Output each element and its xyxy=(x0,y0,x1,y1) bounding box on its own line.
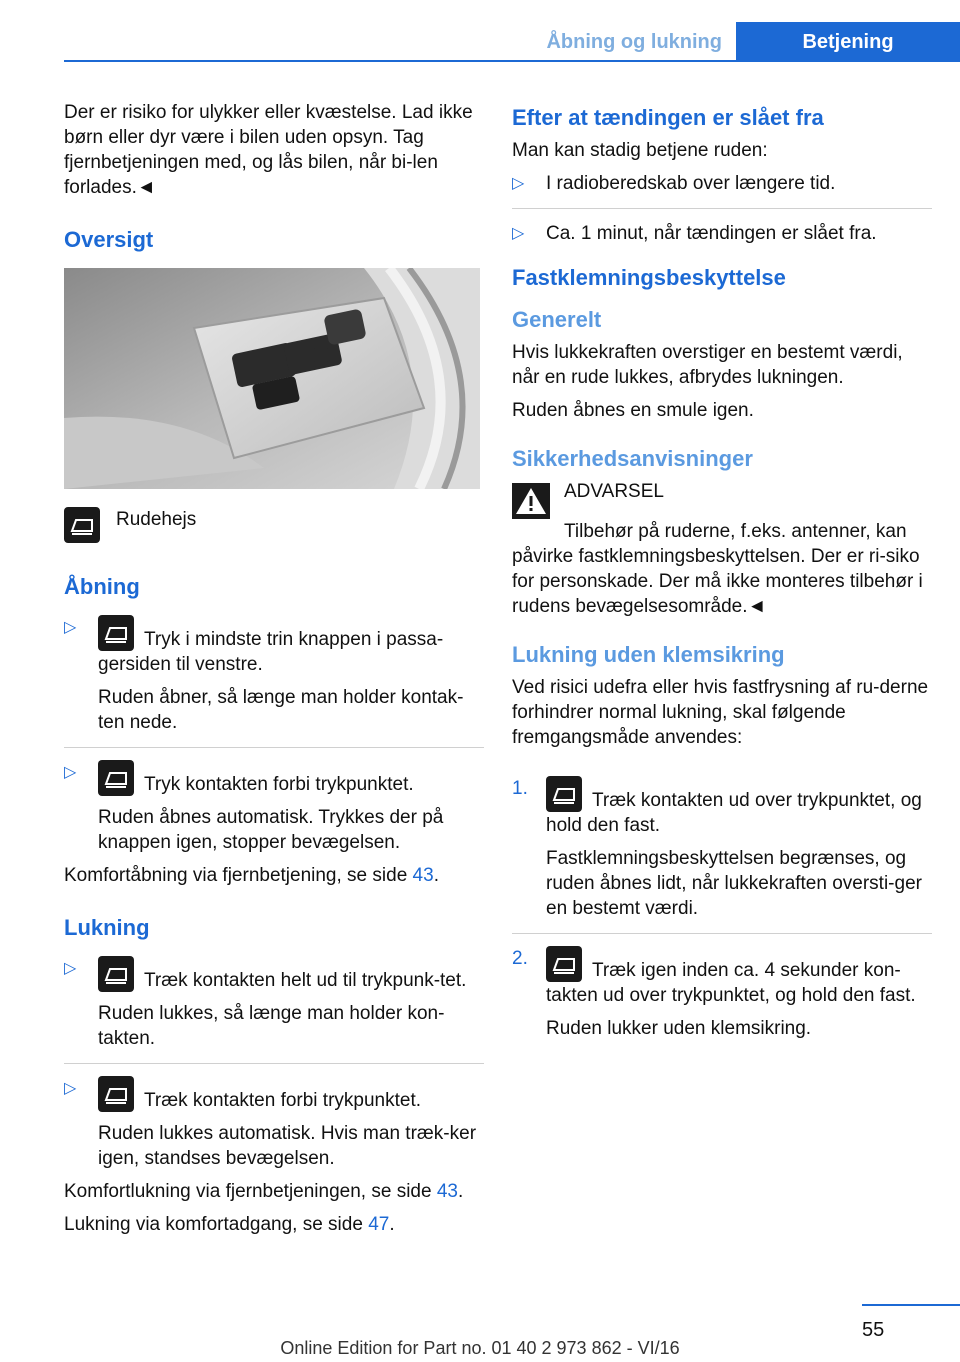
triangle-bullet-icon: ▷ xyxy=(512,175,525,192)
left-column xyxy=(64,100,484,1245)
uden-steps xyxy=(512,776,932,1041)
rudehejs-label: Rudehejs xyxy=(116,509,197,530)
step-text: Træk kontakten helt ud til trykpunk-tet. xyxy=(144,970,467,991)
generelt-paragraph-1: Hvis lukkekraften overstiger en bestemt værdi, når en rude lukkes, afbrydes lukningen. xyxy=(512,342,903,388)
komfortadgang-ref: Lukning via komfortadgang, se side 47. xyxy=(64,1214,395,1235)
section-breadcrumb: Åbning og lukning xyxy=(546,31,722,53)
step-text: Træk igen inden ca. 4 sekunder kon-takten ud over trykpunktet, og hold den fast. xyxy=(546,960,916,1006)
heading-oversigt: Oversigt xyxy=(64,227,154,252)
step-text: Træk kontakten forbi trykpunktet. xyxy=(144,1090,422,1111)
door-switch-photo xyxy=(64,268,480,489)
list-item xyxy=(64,615,484,748)
edition-footer: Online Edition for Part no. 01 40 2 973 862 - VI/16 xyxy=(280,1338,680,1358)
triangle-bullet-icon: ▷ xyxy=(64,764,77,781)
ref-text: Komfortåbning via fjernbetjening, se side xyxy=(64,865,413,886)
window-switch-icon xyxy=(64,507,100,543)
step-number: 2. xyxy=(512,948,528,969)
tending-intro: Man kan stadig betjene ruden: xyxy=(512,140,768,161)
warning-triangle-icon xyxy=(512,483,550,519)
triangle-bullet-icon: ▷ xyxy=(512,225,525,242)
list-item-text: I radioberedskab over længere tid. xyxy=(546,173,836,194)
header-rule xyxy=(64,60,960,62)
page-link-43[interactable]: 43 xyxy=(436,1181,458,1202)
window-switch-icon xyxy=(546,946,582,982)
aabning-list xyxy=(64,615,484,855)
window-switch-icon xyxy=(98,615,134,651)
step-subtext: Ruden lukker uden klemsikring. xyxy=(546,1018,812,1039)
rudehejs-legend xyxy=(64,507,484,543)
step-text: Tryk kontakten forbi trykpunktet. xyxy=(144,774,414,795)
tending-list xyxy=(512,171,932,246)
window-switch-icon xyxy=(98,1076,134,1112)
step-subtext: Fastklemningsbeskyttelsen begrænses, og ruden åbnes lidt, når lukkekraften oversti-ger en bestemt værdi. xyxy=(546,848,922,919)
warning-block xyxy=(512,479,932,519)
step-subtext: Ruden lukkes automatisk. Hvis man træk-ker igen, standses bevægelsen. xyxy=(98,1123,477,1169)
komfort-aabning-ref: Komfortåbning via fjernbetjening, se side 43. xyxy=(64,865,439,886)
lukning-list xyxy=(64,956,484,1171)
page-header xyxy=(64,22,960,62)
heading-generelt: Generelt xyxy=(512,307,602,332)
list-item xyxy=(512,946,932,1041)
step-subtext: Ruden lukkes, så længe man holder kon-takten. xyxy=(98,1003,445,1049)
chapter-tab[interactable]: Betjening xyxy=(736,22,960,62)
step-subtext: Ruden åbnes automatisk. Trykkes der på knappen igen, stopper bevægelsen. xyxy=(98,807,444,853)
heading-aabning: Åbning xyxy=(64,574,140,599)
heading-fastklemning: Fastklemningsbeskyttelse xyxy=(512,265,786,290)
komfort-lukning-ref: Komfortlukning via fjernbetjeningen, se side 43. xyxy=(64,1181,464,1202)
heading-lukning: Lukning xyxy=(64,915,150,940)
heading-sikkerhed: Sikkerhedsanvisninger xyxy=(512,446,753,471)
triangle-bullet-icon: ▷ xyxy=(64,619,77,636)
warning-text: Tilbehør på ruderne, f.eks. antenner, kan påvirke fastklemningsbeskyttelsen. Der er ri-siko for personskade. Der må ikke monteres tilbehør i rudens bevægelsesområde.◄ xyxy=(512,521,923,617)
heading-uden-klemsikring: Lukning uden klemsikring xyxy=(512,642,785,667)
uden-intro: Ved risici udefra eller hvis fastfrysning af ru-derne forhindrer normal lukning, skal følgende fremgangsmåde anvendes: xyxy=(512,677,929,748)
right-column xyxy=(512,100,932,1053)
step-subtext: Ruden åbner, så længe man holder kontak-ten nede. xyxy=(98,687,464,733)
warning-heading: ADVARSEL xyxy=(564,481,664,502)
list-item-text: Ca. 1 minut, når tændingen er slået fra. xyxy=(546,223,877,244)
list-item xyxy=(64,1076,484,1171)
list-item xyxy=(512,221,932,246)
footer-rule xyxy=(862,1304,960,1306)
step-number: 1. xyxy=(512,778,528,799)
ref-text: Komfortlukning via fjernbetjeningen, se side xyxy=(64,1181,437,1202)
ref-text: Lukning via komfortadgang, se side xyxy=(64,1214,369,1235)
list-item xyxy=(64,956,484,1064)
page-link-47[interactable]: 47 xyxy=(368,1214,390,1235)
window-switch-icon xyxy=(546,776,582,812)
list-item xyxy=(512,171,932,209)
page-link-43[interactable]: 43 xyxy=(412,865,434,886)
triangle-bullet-icon: ▷ xyxy=(64,960,77,977)
window-switch-icon xyxy=(98,956,134,992)
list-item xyxy=(64,760,484,855)
intro-warning-text: Der er risiko for ulykker eller kvæstelse. Lad ikke børn eller dyr være i bilen uden opsyn. Tag fjernbetjeningen med, og lås bilen, når bi-len forlades.◄ xyxy=(64,102,473,198)
list-item xyxy=(512,776,932,934)
generelt-paragraph-2: Ruden åbnes en smule igen. xyxy=(512,400,754,421)
step-text: Træk kontakten ud over trykpunktet, og hold den fast. xyxy=(546,790,922,836)
heading-tending: Efter at tændingen er slået fra xyxy=(512,105,824,130)
window-switch-icon xyxy=(98,760,134,796)
step-text: Tryk i mindste trin knappen i passa-gersiden til venstre. xyxy=(98,629,444,675)
triangle-bullet-icon: ▷ xyxy=(64,1080,77,1097)
page-number: 55 xyxy=(862,1319,885,1341)
